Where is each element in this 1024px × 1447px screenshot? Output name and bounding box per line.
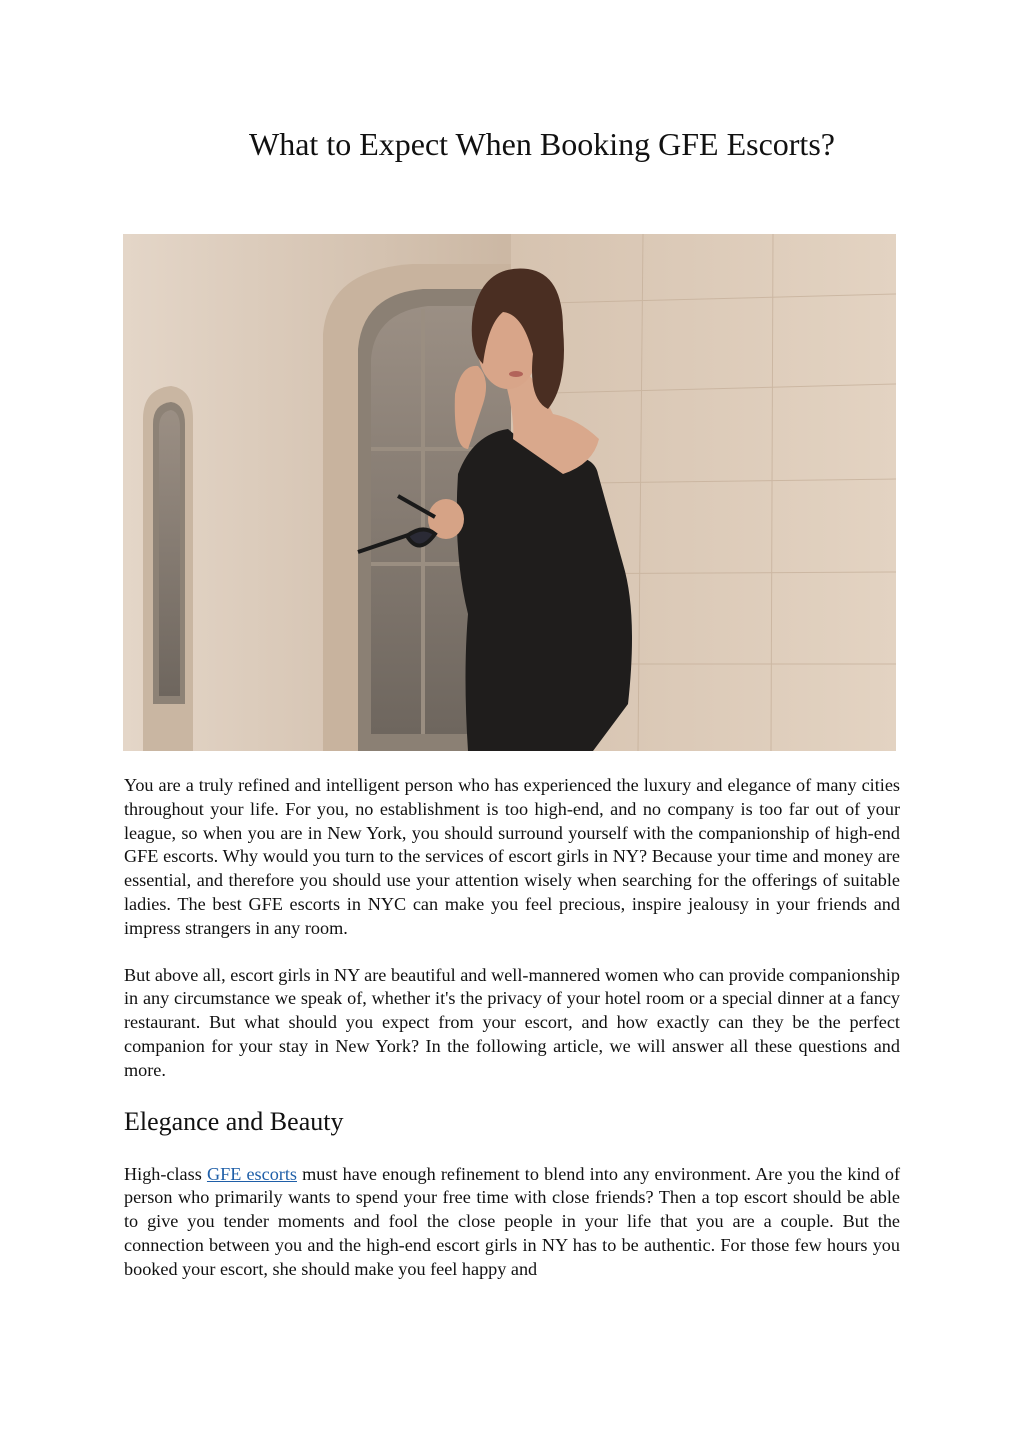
section-heading: Elegance and Beauty	[124, 1106, 344, 1136]
article-body	[124, 774, 900, 1305]
second-paragraph: But above all, escort girls in NY are beautiful and well-mannered women who can provide companionship in any circumstance we speak of, whether it's the privacy of your hotel room or a special dinner at a fancy restaurant. But what should you expect from your escort, and how exactly can they be the perfect companion for your stay in New York? In the following article, we will answer all these questions and more.	[124, 964, 900, 1080]
hero-image	[123, 234, 896, 751]
page-title: What to Expect When Booking GFE Escorts?	[249, 126, 835, 162]
paragraph-text-after-link: must have enough refinement to blend into any environment. Are you the kind of person who primarily wants to spend your free time with close friends? Then a top escort should be able to give you tender moments and fool the close people in your life that you are a couple. But the connection between you and the high-end escort girls in NY has to be authentic. For those few hours you booked your escort, she should make you feel happy and	[124, 1163, 900, 1279]
intro-paragraph: You are a truly refined and intelligent person who has experienced the luxury and elegance of many cities throughout your life. For you, no establishment is too high-end, and no company is too far out of your league, so when you are in New York, you should surround yourself with the companionship of high-end GFE escorts. Why would you turn to the services of escort girls in NY? Because your time and money are essential, and therefore you should use your attention wisely when searching for the offerings of suitable ladies. The best GFE escorts in NYC can make you feel precious, inspire jealousy in your friends and impress strangers in any room.	[124, 775, 900, 938]
hero-photo-illustration	[123, 234, 896, 751]
paragraph-text-before-link: High-class	[124, 1163, 207, 1184]
gfe-escorts-link[interactable]: GFE escorts	[206, 1163, 297, 1184]
third-paragraph	[124, 1163, 900, 1282]
